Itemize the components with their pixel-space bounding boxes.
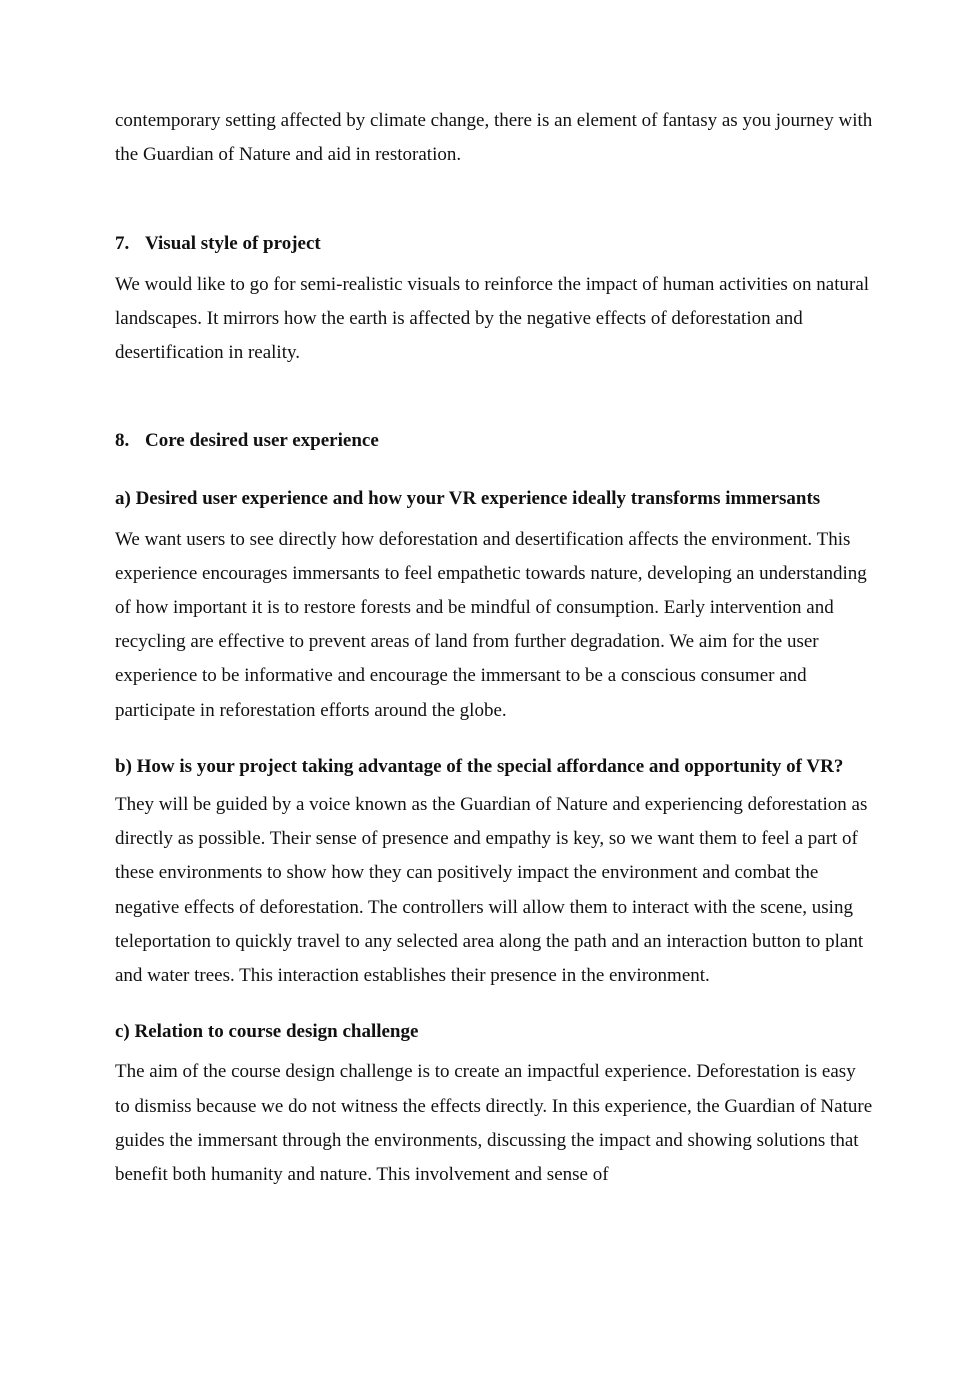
subsection-c-paragraph: The aim of the course design challenge is to create an impactful experience. Deforestation is easy to dismiss because we do not witness the effects directly. In this experience, the Guardian of Nature guides the immersant through the environments, discussing the impact and showing solutions that benefit both humanity and nature. This involvement and sense of xyxy=(115,1061,873,1186)
subsection-a-paragraph: We want users to see directly how deforestation and desertification affects the environment. This experience encourages immersants to feel empathetic towards nature, developing an understanding of how important it is to restore forests and be mindful of consumption. Early intervention and recycling are effective to prevent areas of land from further degradation. We aim for the user experience to be informative and encourage the immersant to be a conscious consumer and participate in reforestation efforts around the globe. xyxy=(115,528,867,721)
subsection-c-heading: c) Relation to course design challenge xyxy=(115,1021,419,1043)
intro-continuation-paragraph: contemporary setting affected by climate change, there is an element of fantasy as you journey with the Guardian of Nature and aid in restoration. xyxy=(115,110,873,166)
section-7-number: 7. xyxy=(115,233,130,255)
subsection-a-heading: a) Desired user experience and how your VR experience ideally transforms immersants xyxy=(115,488,821,510)
section-7-heading xyxy=(115,227,875,261)
section-7-paragraph: We would like to go for semi-realistic visuals to reinforce the impact of human activities on natural landscapes. It mirrors how the earth is affected by the negative effects of deforestation and desertification in reality. xyxy=(115,273,870,364)
section-7-title: Visual style of project xyxy=(145,233,321,255)
document-body xyxy=(115,104,875,1192)
subsection-b-heading: b) How is your project taking advantage of the special affordance and opportunity of VR? xyxy=(115,755,844,777)
section-8-number: 8. xyxy=(115,430,130,452)
section-8-heading xyxy=(115,424,875,458)
section-8-title: Core desired user experience xyxy=(145,430,379,452)
subsection-b-paragraph: They will be guided by a voice known as the Guardian of Nature and experiencing deforestation as directly as possible. Their sense of presence and empathy is key, so we want them to feel a part of these environments to show how they can positively impact the environment and combat the negative effects of deforestation. The controllers will allow them to interact with the scene, using teleportation to quickly travel to any selected area along the path and an interaction button to plant and water trees. This interaction establishes their presence in the environment. xyxy=(115,794,868,987)
